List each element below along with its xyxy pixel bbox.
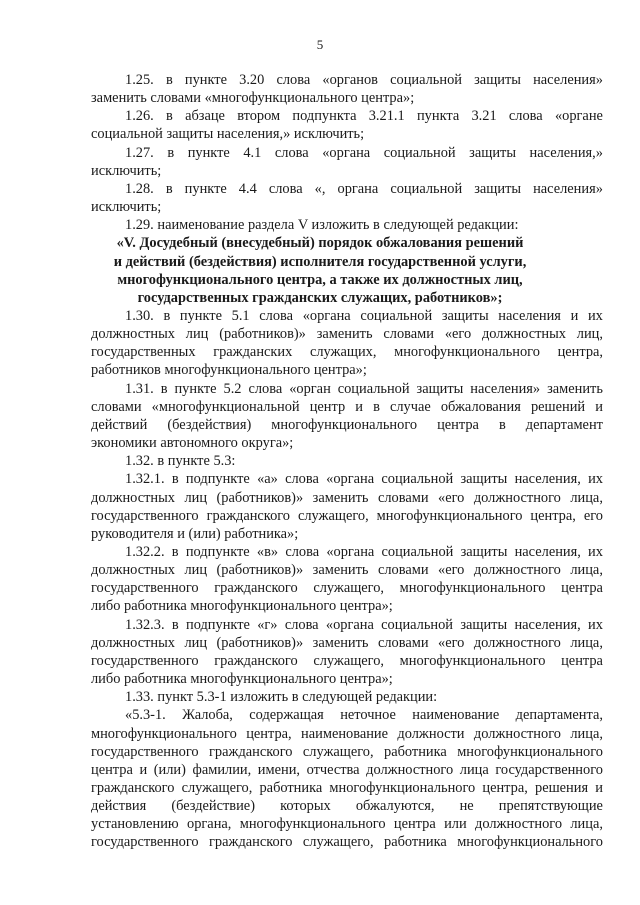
word: защиты xyxy=(441,308,489,324)
word: служащих, xyxy=(309,344,377,360)
word: многофункционального xyxy=(376,508,523,524)
text-line xyxy=(91,815,603,833)
word: заменить xyxy=(316,326,373,342)
word: имени, xyxy=(257,762,300,778)
word: 1.32.1. xyxy=(125,471,165,487)
word: фамилии, xyxy=(192,762,252,778)
word: в xyxy=(171,544,179,560)
word: пункте xyxy=(184,72,227,88)
text-line xyxy=(125,706,603,724)
text-line xyxy=(91,670,393,688)
word: социальной защиты населения,» исключить; xyxy=(91,126,365,142)
word: «орган xyxy=(289,381,331,397)
word: случае xyxy=(389,399,431,415)
word: пункта xyxy=(416,108,460,124)
word: должности xyxy=(397,726,465,742)
word: их xyxy=(588,471,603,487)
word: слова xyxy=(276,72,311,88)
word: должностного xyxy=(473,490,561,506)
word: отчества xyxy=(306,762,360,778)
word: центра xyxy=(561,653,603,669)
word: должностных xyxy=(91,326,175,342)
word: многофункционального xyxy=(394,344,540,360)
word: его xyxy=(583,508,603,524)
text-line xyxy=(91,761,603,779)
word: в xyxy=(165,181,173,197)
text-line xyxy=(91,561,603,579)
word: 1.31. xyxy=(125,381,154,397)
word: многофункционального xyxy=(91,726,237,742)
word: защиты xyxy=(469,145,516,161)
word: в xyxy=(167,145,175,161)
word: заменить xyxy=(312,562,369,578)
word: должностных xyxy=(481,326,566,342)
word: многофункционального xyxy=(329,780,476,796)
word: 5.2 xyxy=(223,381,242,397)
text-line xyxy=(91,125,364,143)
word: многофункционального xyxy=(239,816,386,832)
word: государственного xyxy=(91,580,199,596)
section-heading-line xyxy=(0,253,640,271)
word: (работников)» xyxy=(216,490,304,506)
word: работника xyxy=(259,780,323,796)
word: лица, xyxy=(570,816,603,832)
word: «органа xyxy=(326,471,375,487)
text-line xyxy=(91,398,603,416)
word: слова xyxy=(274,145,309,161)
word: «его xyxy=(438,635,465,651)
word: социальной xyxy=(390,181,463,197)
word: населения, xyxy=(514,471,581,487)
word: центра, xyxy=(482,780,528,796)
word: либо работника многофункционального центра»; xyxy=(91,598,393,614)
word: 1.32.2. xyxy=(125,544,165,560)
word: (работников)» xyxy=(219,326,306,342)
word: населения xyxy=(498,308,561,324)
text-line xyxy=(125,144,603,162)
word: 5.1 xyxy=(231,308,250,324)
word: лица, xyxy=(570,635,603,651)
word: центра xyxy=(393,816,436,832)
word: словами xyxy=(377,562,429,578)
word: пункте xyxy=(179,308,222,324)
word: населения» xyxy=(470,381,541,397)
word: должностного xyxy=(473,635,561,651)
word: в xyxy=(171,471,179,487)
word: заменить словами «многофункционального центра»; xyxy=(91,90,415,106)
word: либо работника многофункционального центра»; xyxy=(91,671,393,687)
word: в xyxy=(165,72,173,88)
word: заменить xyxy=(547,381,603,397)
word: заменить xyxy=(312,635,369,651)
word: слова xyxy=(268,181,303,197)
word: «органа xyxy=(302,308,351,324)
word: лица, xyxy=(570,562,603,578)
word: населения, xyxy=(514,617,581,633)
word: обжалуются, xyxy=(355,798,435,814)
text-line xyxy=(91,343,603,361)
word: и xyxy=(595,780,603,796)
word: и xyxy=(595,399,603,415)
word: лица xyxy=(459,762,489,778)
word: решения xyxy=(535,780,589,796)
word: пункте xyxy=(187,145,230,161)
word: словами xyxy=(383,326,434,342)
word: «органа xyxy=(325,617,374,633)
word: руководителя и (или) работника»; xyxy=(91,526,299,542)
word: исключить; xyxy=(91,163,162,179)
word: многофункционального xyxy=(457,744,603,760)
text-line xyxy=(91,162,161,180)
text-line xyxy=(91,779,603,797)
word: 1.29. наименование раздела V изложить в следующей редакции: xyxy=(125,217,519,233)
word: установлению xyxy=(91,816,179,832)
word: абзаце xyxy=(185,108,225,124)
text-line xyxy=(91,361,367,379)
word: должностного xyxy=(366,762,454,778)
word: и xyxy=(570,308,579,324)
text-line xyxy=(125,543,603,561)
word: работника xyxy=(384,744,447,760)
word: должностного xyxy=(473,726,561,742)
word: слова xyxy=(285,544,320,560)
word: и xyxy=(355,399,363,415)
word: (бездействие) xyxy=(171,798,255,814)
word: государственного xyxy=(91,834,199,850)
text-line xyxy=(91,652,603,670)
word: 1.28. xyxy=(125,181,154,197)
word: «органе xyxy=(554,108,603,124)
section-heading-line xyxy=(0,234,640,252)
word: 1.30. xyxy=(125,308,154,324)
word: 1.32. в пункте 5.3: xyxy=(125,453,236,469)
word: служащего, xyxy=(302,834,374,850)
word: их xyxy=(588,617,603,633)
word: гражданского xyxy=(209,834,293,850)
word: подпункте xyxy=(185,471,250,487)
word: «в» xyxy=(256,544,279,560)
word: «многофункциональной xyxy=(151,399,300,415)
word: не xyxy=(459,798,474,814)
word: социальной xyxy=(360,308,433,324)
text-line xyxy=(91,416,603,434)
word: обжалования xyxy=(440,399,521,415)
word: должностного xyxy=(475,816,563,832)
section-heading-line xyxy=(0,289,640,307)
text-line xyxy=(125,452,235,470)
text-line xyxy=(91,725,603,743)
word: (или) xyxy=(153,762,186,778)
word: лица, xyxy=(570,490,603,506)
word: органа, xyxy=(187,816,232,832)
text-line xyxy=(91,525,298,543)
word: защиты xyxy=(474,72,521,88)
word: служащего, xyxy=(302,744,374,760)
word: наименование xyxy=(412,707,500,723)
word: органа xyxy=(337,181,379,197)
word: защиты xyxy=(416,381,464,397)
word: государственного xyxy=(91,653,199,669)
word: служащего, xyxy=(313,580,385,596)
word: словами xyxy=(377,490,429,506)
word: 4.4 xyxy=(238,181,257,197)
word: центра, xyxy=(246,726,292,742)
word: социальной xyxy=(383,145,456,161)
word: должностного xyxy=(473,562,561,578)
word: многофункционального xyxy=(399,580,546,596)
word: многофункционального xyxy=(271,417,418,433)
text-line xyxy=(91,489,603,507)
word: лиц xyxy=(184,490,208,506)
word: препятствующие xyxy=(498,798,603,814)
text-line xyxy=(125,470,603,488)
word: многофункционального центра, а также их должностных лиц, xyxy=(117,272,523,288)
text-line xyxy=(91,434,293,452)
word: социальной xyxy=(381,471,454,487)
word: которых xyxy=(280,798,331,814)
word: центра xyxy=(561,580,603,596)
word: пункте xyxy=(174,381,217,397)
word: населения,» xyxy=(529,145,603,161)
text-line xyxy=(125,380,603,398)
word: «5.3-1. xyxy=(125,707,166,723)
word: гражданских xyxy=(213,344,293,360)
word: работника xyxy=(384,834,447,850)
word: государственного xyxy=(91,744,199,760)
word: гражданского xyxy=(214,580,298,596)
word: (работников)» xyxy=(216,635,304,651)
word: департамент xyxy=(525,417,603,433)
word: слова xyxy=(259,308,294,324)
word: социальной xyxy=(381,544,454,560)
word: «а» xyxy=(257,471,278,487)
word: центр xyxy=(309,399,346,415)
word: заменить xyxy=(312,490,369,506)
word: «органа xyxy=(326,544,375,560)
word: «его xyxy=(438,562,465,578)
word: государственных гражданских служащих, работников»; xyxy=(137,290,503,306)
word: Жалоба, xyxy=(182,707,233,723)
section-heading-line xyxy=(0,271,640,289)
word: служащего, xyxy=(297,508,369,524)
word: 1.33. пункт 5.3-1 изложить в следующей редакции: xyxy=(125,689,438,705)
word: центра, xyxy=(557,344,603,360)
word: многофункционального xyxy=(399,653,546,669)
text-line xyxy=(125,71,603,89)
word: 1.26. xyxy=(125,108,154,124)
text-line xyxy=(125,216,518,234)
word: действия xyxy=(91,798,147,814)
text-line xyxy=(125,616,603,634)
text-line xyxy=(125,307,603,325)
word: подпункте xyxy=(185,544,250,560)
text-line xyxy=(125,180,603,198)
word: и xyxy=(139,762,148,778)
word: гражданского xyxy=(209,744,293,760)
word: 3.21 xyxy=(471,108,497,124)
word: должностных xyxy=(91,562,175,578)
word: слова xyxy=(248,381,283,397)
word: неточное xyxy=(340,707,396,723)
word: лиц, xyxy=(576,326,603,342)
word: 3.20 xyxy=(239,72,265,88)
text-line xyxy=(91,797,603,815)
word: слова xyxy=(285,471,319,487)
word: защиты xyxy=(460,544,508,560)
word: лиц xyxy=(184,635,208,651)
text-line xyxy=(91,634,603,652)
word: 1.25. xyxy=(125,72,154,88)
word: защиты xyxy=(474,181,522,197)
word: 1.32.3. xyxy=(125,617,165,633)
word: центра, xyxy=(530,508,576,524)
word: должностных xyxy=(91,635,175,651)
word: государственного xyxy=(91,508,199,524)
word: исключить; xyxy=(91,199,162,215)
word: многофункционального xyxy=(457,834,603,850)
word: населения» xyxy=(533,181,603,197)
word: «его xyxy=(438,490,465,506)
word: словами xyxy=(377,635,429,651)
word: (работников)» xyxy=(216,562,304,578)
text-line xyxy=(91,579,603,597)
word: «г» xyxy=(257,617,278,633)
word: подпункте xyxy=(186,617,250,633)
text-line xyxy=(125,107,603,125)
text-line xyxy=(125,688,437,706)
word: социальной xyxy=(381,617,454,633)
word: решений xyxy=(530,399,586,415)
word: действий xyxy=(91,417,148,433)
word: содержащая xyxy=(249,707,324,723)
word: служащего, xyxy=(181,780,253,796)
word: их xyxy=(588,544,603,560)
word: (бездействия) xyxy=(167,417,252,433)
word: населения» xyxy=(533,72,603,88)
word: 4.1 xyxy=(243,145,262,161)
word: государственного xyxy=(495,762,603,778)
word: лиц xyxy=(185,326,209,342)
word: лица, xyxy=(570,726,603,742)
word: и действий (бездействия) исполнителя государственной услуги, xyxy=(113,254,527,270)
text-line xyxy=(91,325,603,343)
word: в xyxy=(373,399,380,415)
word: или xyxy=(444,816,467,832)
word: слова xyxy=(284,617,319,633)
word: их xyxy=(587,308,603,324)
text-line xyxy=(91,743,603,761)
word: служащего, xyxy=(313,653,385,669)
word: в xyxy=(160,381,168,397)
word: социальной xyxy=(337,381,410,397)
word: слова xyxy=(508,108,543,124)
word: пункте xyxy=(184,181,227,197)
word: в xyxy=(163,308,171,324)
word: наименование xyxy=(301,726,389,742)
word: в xyxy=(498,417,506,433)
word: работников многофункционального центра»; xyxy=(91,362,367,378)
word: защиты xyxy=(460,617,508,633)
word: гражданского xyxy=(214,653,298,669)
word: в xyxy=(166,108,173,124)
word: в xyxy=(171,617,179,633)
word: населения, xyxy=(514,544,581,560)
word: словами xyxy=(91,399,142,415)
word: 3.21.1 xyxy=(368,108,405,124)
word: «, xyxy=(314,181,326,197)
word: «V. Досудебный (внесудебный) порядок обжалования решений xyxy=(116,235,524,251)
word: гражданского xyxy=(91,780,175,796)
text-line xyxy=(91,507,603,525)
text-line xyxy=(91,198,161,216)
word: втором xyxy=(237,108,281,124)
word: подпункта xyxy=(292,108,357,124)
word: центра xyxy=(91,762,133,778)
word: гражданского xyxy=(206,508,290,524)
word: «органов xyxy=(322,72,378,88)
word: экономики автономного округа»; xyxy=(91,435,294,451)
word: социальной xyxy=(390,72,462,88)
text-line xyxy=(91,89,414,107)
word: государственных xyxy=(91,344,196,360)
word: центра xyxy=(437,417,479,433)
word: должностных xyxy=(91,490,175,506)
word: 1.27. xyxy=(125,145,154,161)
text-line xyxy=(91,833,603,851)
word: «органа xyxy=(322,145,371,161)
word: защиты xyxy=(460,471,508,487)
page-number: 5 xyxy=(316,37,324,52)
word: «его xyxy=(444,326,472,342)
text-line xyxy=(91,597,393,615)
word: департамента, xyxy=(515,707,603,723)
word: лиц xyxy=(184,562,208,578)
